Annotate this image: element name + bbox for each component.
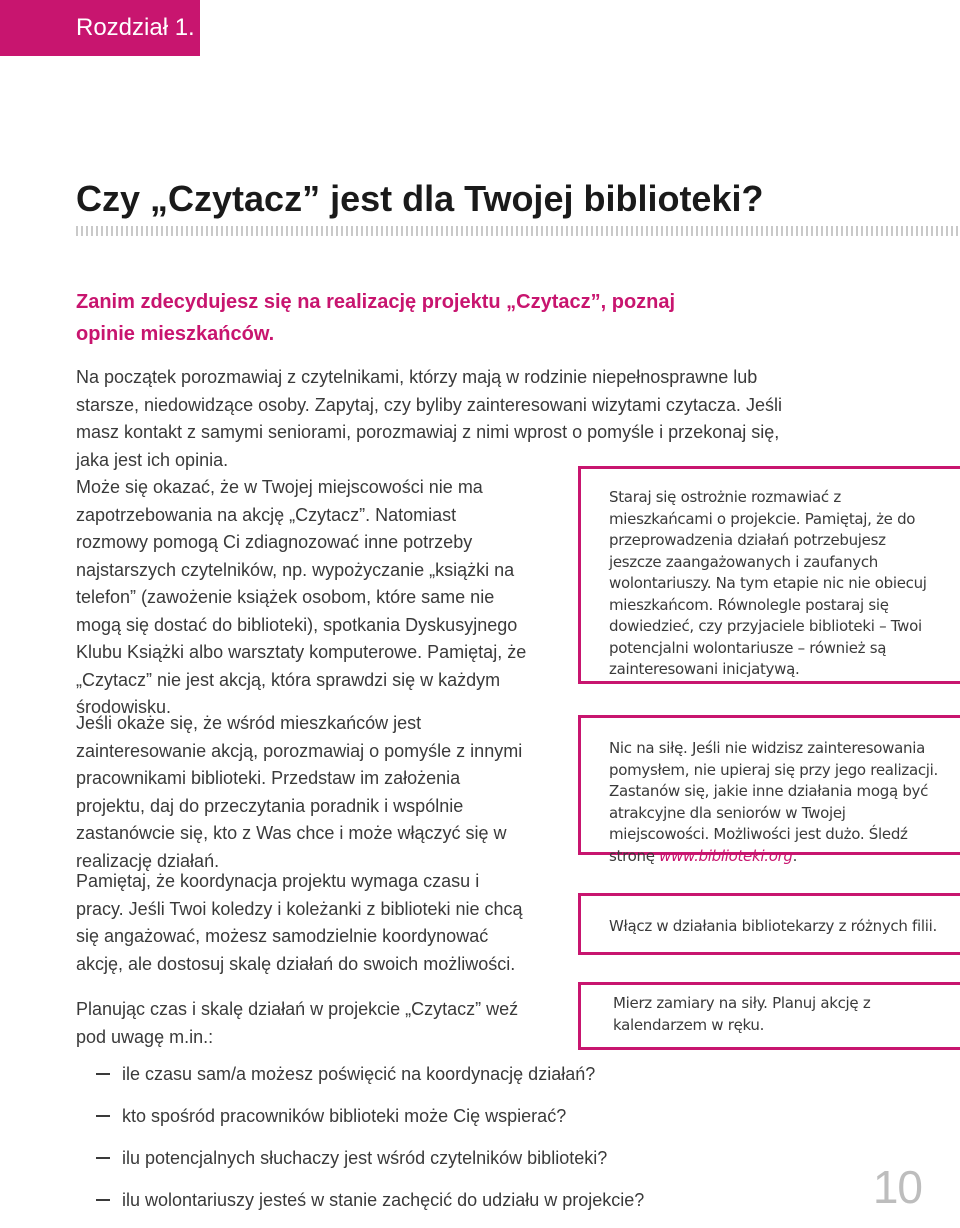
list-item	[96, 1060, 644, 1102]
list-item-text: ile czasu sam/a możesz poświęcić na koordynację działań?	[122, 1064, 596, 1084]
side-note-plan	[578, 982, 960, 1050]
title-divider	[76, 226, 958, 236]
paragraph-intro-part-b: Może się okazać, że w Twojej miejscowości nie ma zapotrzebowania na akcję „Czytacz”. Natomiast rozmowy pomogą Ci zdiagnozować inne potrzeby najstarszych czytelników, np. wypożyczanie „książki na telefon” (zawożenie książek osobom, które same nie mogą się dostać do biblioteki), spotkania Dyskusyjnego Klubu Książki albo warsztaty komputerowe. Pamiętaj, że „Czytacz” nie jest akcją, która sprawdzi się w każdym środowisku.	[76, 477, 527, 717]
list-item	[96, 1144, 644, 1186]
dash-bullet	[96, 1073, 110, 1075]
side-note-caution-text: Staraj się ostrożnie rozmawiać z mieszkańcami o projekcie. Pamiętaj, że do przeprowadzenia działań potrzebujesz jeszcze zaangażowanych i zaufanych wolontariuszy. Na tym etapie nic nie obiecuj mieszkańcom. Równolegle postaraj się dowiedzieć, czy przyjaciele biblioteki – Twoi potencjalni wolontariusze – również są zainteresowani inicjatywą.	[609, 488, 927, 678]
side-note-plan-text: Mierz zamiary na siły. Planuj akcję z kalendarzem w ręku.	[613, 994, 871, 1034]
side-note-no-force-text: Nic na siłę. Jeśli nie widzisz zainteresowania pomysłem, nie upieraj się przy jego realizacji. Zastanów się, jakie inne działania mogą być atrakcyjne dla seniorów w Twojej miejscowości. Możliwości jest dużo. Śledź stronę	[609, 739, 938, 865]
list-item	[96, 1186, 644, 1228]
intro-heading: Zanim zdecydujesz się na realizację projektu „Czytacz”, poznaj opinie mieszkańców.	[76, 291, 676, 345]
dash-bullet	[96, 1115, 110, 1117]
paragraph-coordination: Pamiętaj, że koordynacja projektu wymaga czasu i pracy. Jeśli Twoi koledzy i koleżanki z biblioteki nie chcą się angażować, możesz samodzielnie koordynować akcję, ale dostosuj skalę działań do swoich możliwości.	[76, 871, 523, 974]
paragraph-intro-part-a: Na początek porozmawiaj z czytelnikami, którzy mają w rodzinie niepełnosprawne lub starsze, niedowidzące osoby. Zapytaj, czy byliby zainteresowani wizytami czytacza. Jeśli masz kontakt z samymi seniorami, porozmawiaj z nimi wprost o pomyśle i przekonaj się, jaka jest ich opinia.	[76, 367, 782, 470]
page-title: Czy „Czytacz” jest dla Twojej biblioteki?	[76, 178, 764, 219]
paragraph-team: Jeśli okaże się, że wśród mieszkańców jest zainteresowanie akcją, porozmawiaj o pomyśle z innymi pracownikami biblioteki. Przedstaw im założenia projektu, daj do przeczytania poradnik i wspólnie zastanówcie się, kto z Was chce i może włączyć się w realizację działań.	[76, 713, 523, 871]
side-note-no-force-end: .	[792, 846, 798, 865]
list-item-text: ilu potencjalnych słuchaczy jest wśród czytelników biblioteki?	[122, 1148, 608, 1168]
paragraph-planning: Planując czas i skalę działań w projekcie „Czytacz” weź pod uwagę m.in.:	[76, 999, 519, 1047]
side-note-caution	[578, 466, 960, 684]
biblioteki-link[interactable]: www.biblioteki.org	[659, 846, 793, 865]
chapter-label: Rozdział 1.	[76, 14, 195, 41]
dash-bullet	[96, 1157, 110, 1159]
list-item	[96, 1102, 644, 1144]
side-note-branches	[578, 893, 960, 955]
list-item-text: ilu wolontariuszy jesteś w stanie zachęcić do udziału w projekcie?	[122, 1190, 645, 1210]
list-item-text: kto spośród pracowników biblioteki może Cię wspierać?	[122, 1106, 567, 1126]
planning-questions-list	[96, 1060, 644, 1228]
side-note-branches-text: Włącz w działania bibliotekarzy z różnych filii.	[609, 917, 937, 935]
page-number: 10	[872, 1161, 922, 1213]
side-note-no-force	[578, 715, 960, 865]
dash-bullet	[96, 1199, 110, 1201]
chapter-tab	[0, 0, 200, 56]
